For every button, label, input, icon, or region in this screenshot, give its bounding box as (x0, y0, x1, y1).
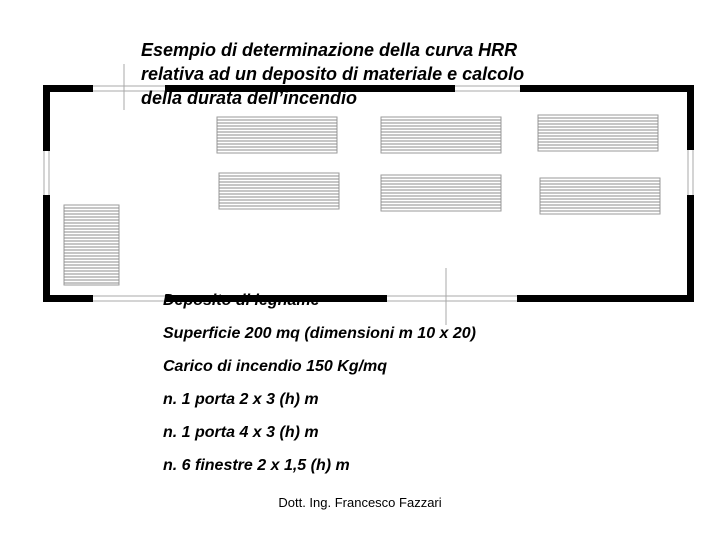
wall-bottom-right (517, 295, 694, 302)
specifications-list (163, 290, 476, 488)
timber-stack-6 (540, 178, 660, 214)
timber-stack-1 (217, 117, 337, 153)
timber-stack-7 (64, 205, 119, 285)
timber-stack-4 (219, 173, 339, 209)
wall-bottom-left (43, 295, 93, 302)
window-bottom-left (93, 296, 165, 301)
author-credit: Dott. Ing. Francesco Fazzari (278, 495, 442, 510)
spec-material: Deposito di legname (163, 292, 320, 309)
wall-top-left (43, 85, 93, 92)
wall-right-bottom (687, 195, 694, 302)
timber-stacks (64, 115, 660, 285)
spec-door-1: n. 1 porta 2 x 3 (h) m (163, 391, 319, 408)
title-line-3: della durata dell’incendio (141, 88, 358, 108)
spec-surface: Superficie 200 mq (dimensioni m 10 x 20) (163, 325, 476, 342)
spec-door-2: n. 1 porta 4 x 3 (h) m (163, 424, 319, 441)
timber-stack-3 (538, 115, 658, 151)
spec-windows: n. 6 finestre 2 x 1,5 (h) m (163, 457, 350, 474)
wall-right-top (687, 85, 694, 150)
window-left (44, 151, 49, 195)
timber-stack-2 (381, 117, 501, 153)
page-title (141, 38, 611, 110)
timber-stack-5 (381, 175, 501, 211)
wall-left-top (43, 85, 50, 151)
window-right (688, 150, 693, 195)
title-line-2: relativa ad un deposito di materiale e calcolo (141, 64, 525, 84)
spec-fire-load: Carico di incendio 150 Kg/mq (163, 358, 388, 375)
title-line-1: Esempio di determinazione della curva HRR (141, 40, 518, 60)
wall-left-bottom (43, 195, 50, 302)
